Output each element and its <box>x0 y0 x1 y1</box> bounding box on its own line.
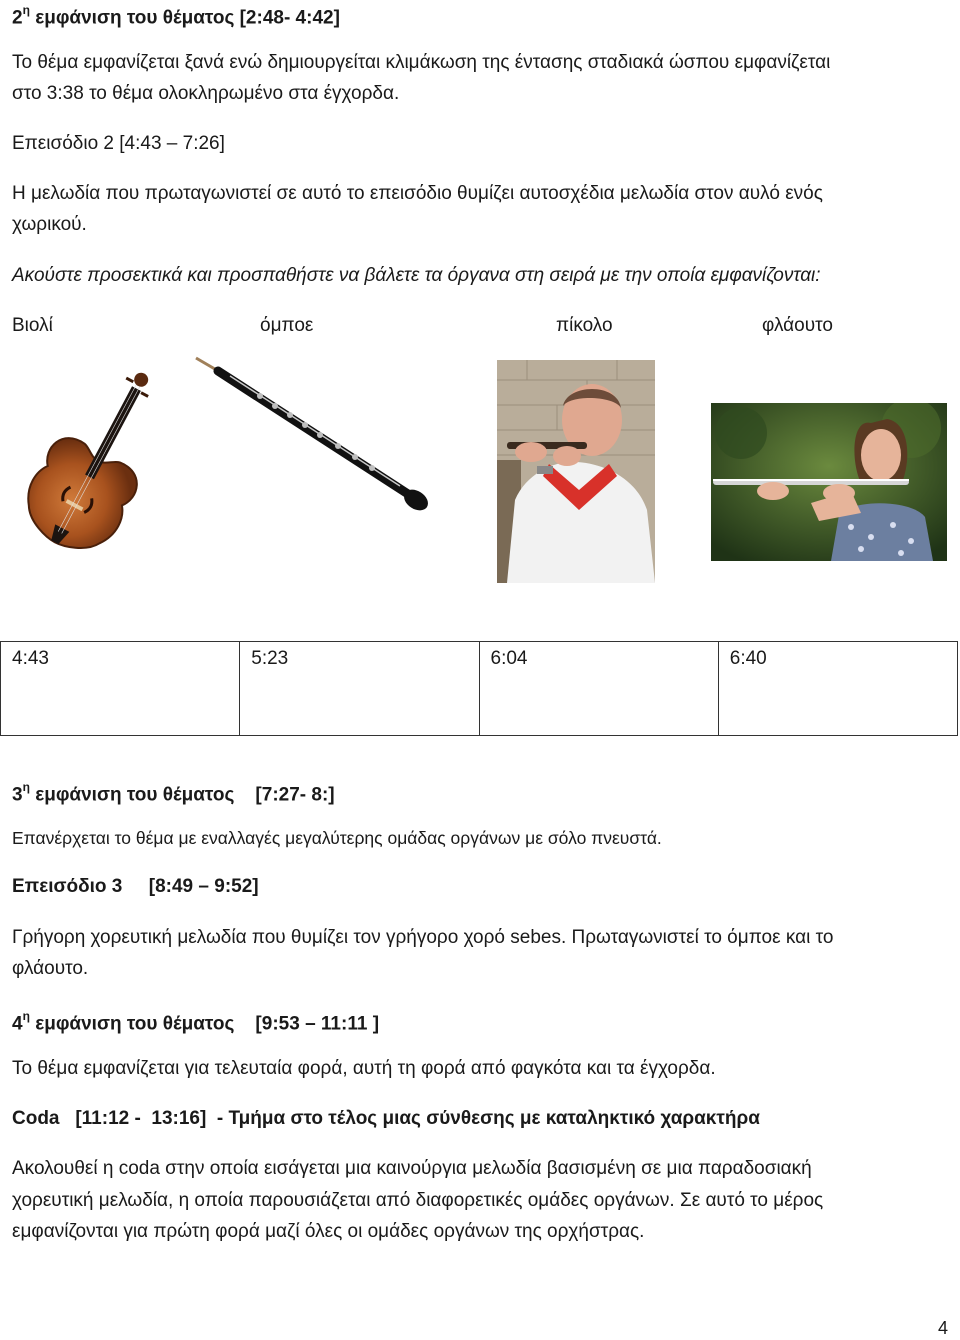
violin-image <box>4 353 168 582</box>
heading-superscript: η <box>22 780 30 794</box>
piccolo-player-image <box>497 360 655 583</box>
heading-2nd-appearance <box>12 0 340 33</box>
heading-superscript: η <box>22 3 30 17</box>
table-cell-time[interactable]: 4:43 <box>1 642 240 736</box>
flute-player-image <box>711 403 947 561</box>
table-row <box>1 642 958 736</box>
paragraph-line: εμφανίζονται για πρώτη φορά μαζί όλες οι ομάδες οργάνων της ορχήστρας. <box>12 1221 645 1242</box>
table-cell-time[interactable]: 6:04 <box>479 642 718 736</box>
table-cell-time[interactable]: 5:23 <box>240 642 479 736</box>
label-piccolo: πίκολο <box>556 315 613 336</box>
paragraph-line: Επανέρχεται το θέμα με εναλλαγές μεγαλύτερης ομάδας οργάνων με σόλο πνευστά. <box>12 828 662 848</box>
label-flute: φλάουτο <box>762 315 833 336</box>
timestamp-table <box>0 641 958 736</box>
paragraph-line: χορευτική μελωδία, η οποία παρουσιάζεται από διαφορετικές ομάδες οργάνων. Σε αυτό το μέρος <box>12 1190 824 1211</box>
paragraph-line: Γρήγορη χορευτική μελωδία που θυμίζει τον γρήγορο χορό sebes. Πρωταγωνιστεί το όμποε και το <box>12 927 834 948</box>
paragraph-line: Ακολουθεί η coda στην οποία εισάγεται μια καινούργια μελωδία βασισμένη σε μια παραδοσιακή <box>12 1158 812 1179</box>
paragraph-line: Η μελωδία που πρωταγωνιστεί σε αυτό το επεισόδιο θυμίζει αυτοσχέδια μελωδία στον αυλό ενός <box>12 183 823 204</box>
paragraph-line: στο 3:38 το θέμα ολοκληρωμένο στα έγχορδα. <box>12 83 400 104</box>
heading-text: εμφάνιση του θέματος [2:48- 4:42] <box>29 7 340 29</box>
heading-text: εμφάνιση του θέματος [9:53 – 11:11 ] <box>29 1013 380 1035</box>
heading-episode-2: Επεισόδιο 2 [4:43 – 7:26] <box>12 133 225 154</box>
heading-episode-3: Επεισόδιο 3 [8:49 – 9:52] <box>12 876 259 897</box>
table-cell-time[interactable]: 6:40 <box>718 642 957 736</box>
paragraph-line: Το θέμα εμφανίζεται ξανά ενώ δημιουργείται κλιμάκωση της έντασης σταδιακά ώσπου εμφανίζεται <box>12 52 831 73</box>
paragraph-line: Το θέμα εμφανίζεται για τελευταία φορά, αυτή τη φορά από φαγκότα και τα έγχορδα. <box>12 1058 716 1079</box>
instruction-text: Ακούστε προσεκτικά και προσπαθήστε να βάλετε τα όργανα στη σειρά με την οποία εμφανίζονται: <box>12 265 821 286</box>
page-number: 4 <box>937 1318 948 1338</box>
label-violin: Βιολί <box>12 315 53 336</box>
heading-3rd-appearance <box>12 774 335 810</box>
label-oboe: όμποε <box>260 315 314 336</box>
paragraph-line: χωρικού. <box>12 214 87 235</box>
heading-number: 2 <box>12 7 23 29</box>
heading-coda: Coda [11:12 - 13:16] - Τμήμα στο τέλος μιας σύνθεσης με καταληκτικό χαρακτήρα <box>12 1108 760 1129</box>
heading-superscript: η <box>22 1009 30 1023</box>
heading-number: 4 <box>12 1013 23 1035</box>
heading-text: εμφάνιση του θέματος [7:27- 8:] <box>29 784 335 806</box>
heading-number: 3 <box>12 784 23 806</box>
paragraph-line: φλάουτο. <box>12 958 89 979</box>
oboe-image <box>190 352 435 517</box>
heading-4th-appearance <box>12 1003 379 1039</box>
